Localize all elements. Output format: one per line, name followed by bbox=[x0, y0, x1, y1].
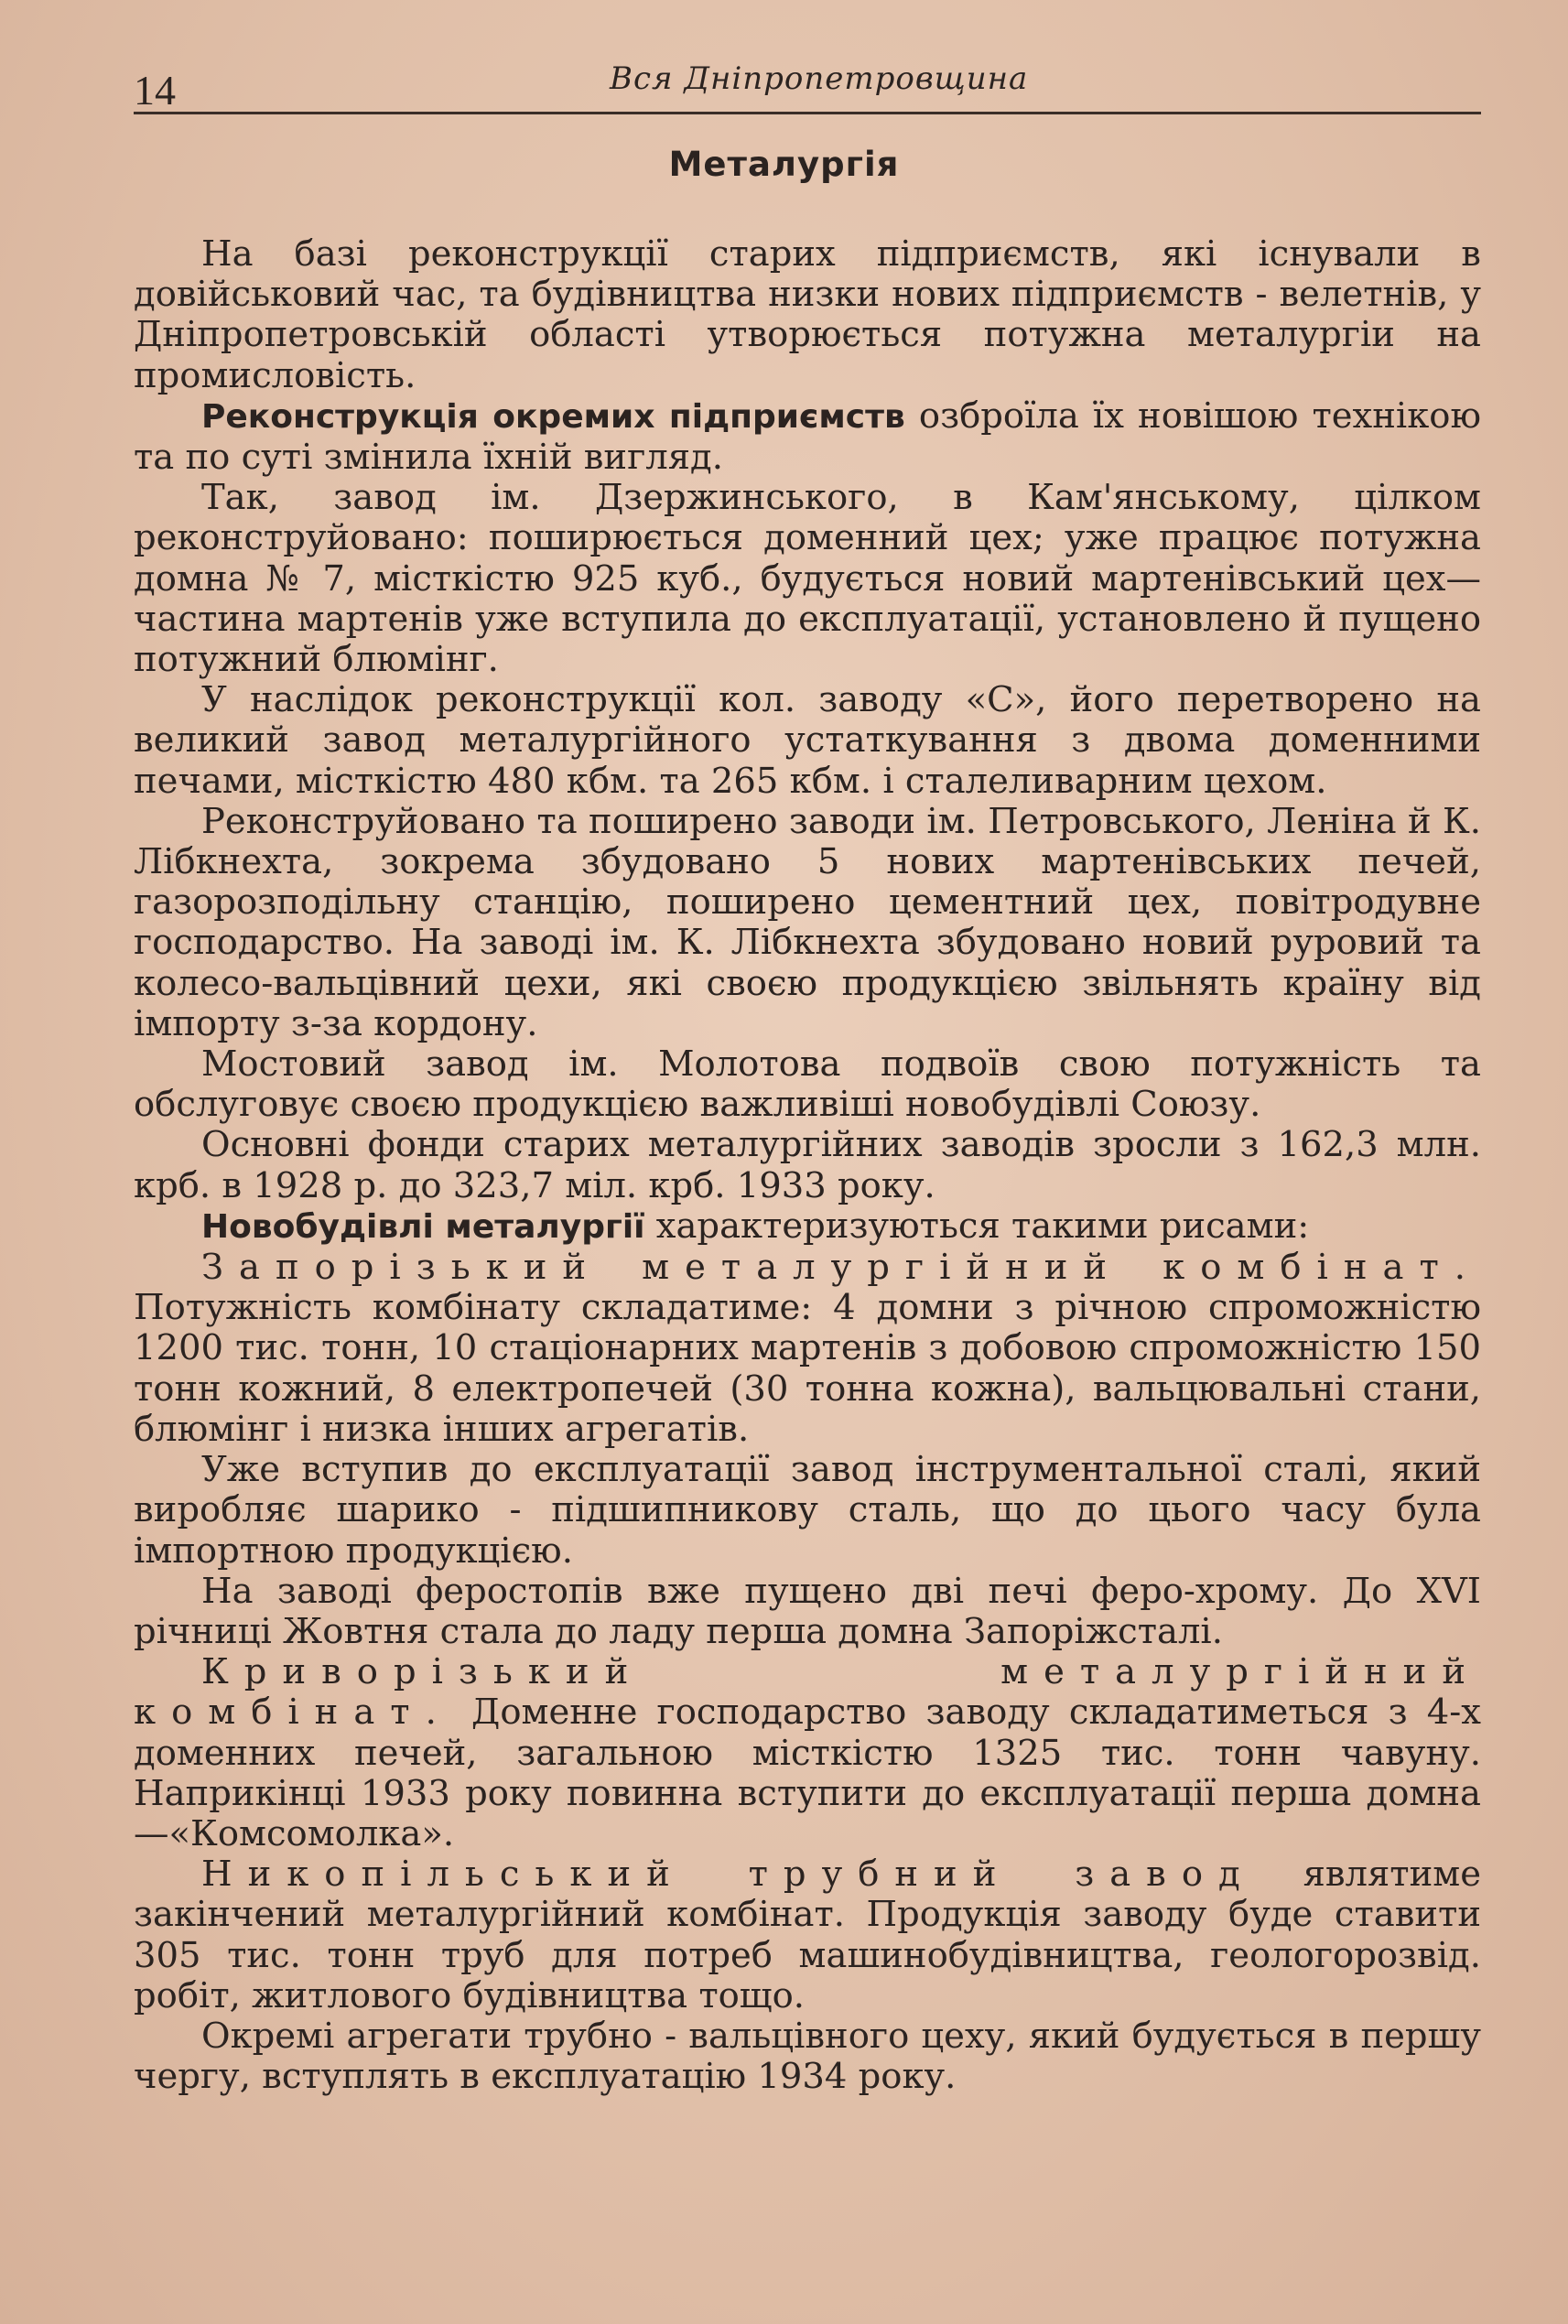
paragraph: Окремі агрегати трубно - вальцівного цеху, який будується в першу чергу, вступлять в експлуатацію 1934 року. bbox=[134, 2015, 1481, 2098]
lead-phrase: Новобудівлі металургії bbox=[201, 1207, 645, 1246]
paragraph: Мостовий завод ім. Молотова подвоїв свою потужність та обслуговує своєю продукцією важливіші новобудівлі Союзу. bbox=[134, 1043, 1481, 1126]
lead-phrase: Реконструкція окремих підприємств bbox=[201, 397, 905, 436]
section-title: Металургія bbox=[668, 145, 900, 184]
paragraph: Основні фонди старих металургійних заводів зросли з 162,3 млн. крб. в 1928 р. до 323,7 міл. крб. 1933 року. bbox=[134, 1124, 1481, 1206]
paragraph: Уже вступив до експлуатації завод інструментальної сталі, який виробляє шарико - підшипникову сталь, що до цього часу була імпортною продукцією. bbox=[134, 1449, 1481, 1572]
spaced-heading: Запорізький металургійний комбінат. bbox=[201, 1247, 1481, 1289]
page-number: 14 bbox=[134, 67, 176, 113]
header-rule bbox=[134, 112, 1481, 114]
body-text bbox=[134, 234, 1481, 2097]
paragraph: Криворізький металургійний комбінат. Доменне господарство заводу складатиметься з 4-х доменних печей, загальною місткістю 1325 тис. тонн чавуну. Наприкінці 1933 року повинна вступити до експлуатації перша домна—«Комсомолка». bbox=[134, 1651, 1481, 1854]
spaced-heading: Никопільський трубний завод bbox=[201, 1854, 1256, 1896]
paragraph: На базі реконструкції старих підприємств, які існували в довійськовий час, та будівництва низки нових підприємств - велетнів, у Дніпропетровській області утворюється потужна металургіи на промисловість. bbox=[134, 233, 1481, 396]
paragraph: На заводі феростопів вже пущено дві печі феро-хрому. До XVI річниці Жовтня стала до ладу перша домна Запоріжсталі. bbox=[134, 1570, 1481, 1652]
paragraph: Реконструйовано та поширено заводи ім. Петровського, Леніна й К. Лібкнехта, зокрема збудовано 5 нових мартенівських печей, газорозподільну станцію, поширено цементний цех, повітродувне господарство. На заводі ім. К. Лібкнехта збудовано новий руровий та колесо-вальцівний цехи, які своєю продукцією звільнять країну від імпорту з-за кордону. bbox=[134, 800, 1481, 1044]
paragraph: У наслідок реконструкції кол. заводу «С», його перетворено на великий завод металургійного устаткування з двома доменними печами, місткістю 480 кбм. та 265 кбм. і сталеливарним цехом. bbox=[134, 679, 1481, 802]
paragraph: Так, завод ім. Дзержинського, в Кам'янському, цілком реконструйовано: поширюється доменний цех; уже працює потужна домна № 7, місткістю 925 куб., будується новий мартенівський цех— частина мартенів уже вступила до експлуатації, установлено й пущено потужний блюмінг. bbox=[134, 477, 1481, 681]
paragraph: Реконструкція окремих підприємств озброїла їх новішою технікою та по суті змінила їхній вигляд. bbox=[134, 395, 1481, 479]
paragraph: Никопільський трубний завод являтиме закінчений металургійний комбінат. Продукція заводу буде ставити 305 тис. тонн труб для потреб машинобудівництва, геологорозвід. робіт, житлового будівництва тощо. bbox=[134, 1854, 1481, 2016]
paragraph: Запорізький металургійний комбінат. Потужність комбінату складатиме: 4 домни з річною спроможністю 1200 тис. тонн, 10 стаціонарних мартенів з добовою спроможністю 150 тонн кожний, 8 електропечей (30 тонна кожна), вальцювальні стани, блюмінг і низка інших агрегатів. bbox=[134, 1247, 1481, 1450]
paragraph: Новобудівлі металургії характеризуються такими рисами: bbox=[201, 1205, 1310, 1247]
running-title: Вся Дніпропетровщина bbox=[610, 60, 1029, 97]
spaced-heading: Криворізький металургійний комбінат. bbox=[134, 1651, 1481, 1734]
page-header bbox=[134, 48, 1479, 112]
